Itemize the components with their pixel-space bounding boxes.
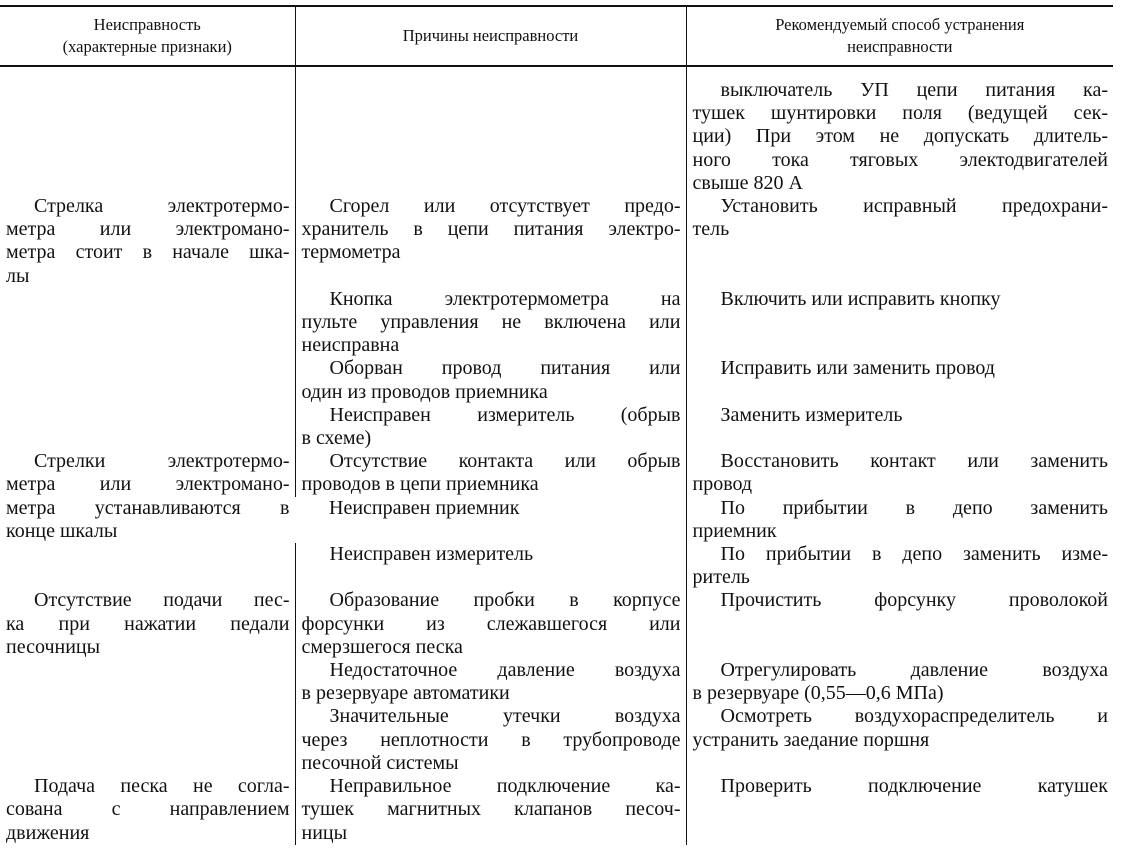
remedy-cell <box>686 404 1113 450</box>
remedy-cell <box>686 497 1113 543</box>
text-line: Неисправен приемник <box>329 496 520 519</box>
text-line: ницы <box>301 821 348 844</box>
table-row <box>0 357 1113 403</box>
cause-cell <box>295 589 686 659</box>
text-line: метра или электромано- <box>6 473 290 496</box>
remedy-cell <box>686 288 1113 358</box>
remedy-cell <box>686 357 1113 403</box>
header-fault-line: Неисправность <box>93 15 201 34</box>
troubleshooting-table <box>0 5 1113 845</box>
text-line: ритель <box>692 566 750 589</box>
text-line: термометра <box>301 241 401 264</box>
text-line: форсунки из слежавшегося или <box>301 612 681 635</box>
fault-cell <box>0 659 295 705</box>
fault-cell <box>0 357 295 403</box>
text-line: движения <box>6 821 90 844</box>
header-causes <box>295 6 686 66</box>
text-line: тушек шунтировки поля (ведущей сек- <box>692 102 1108 125</box>
table-row <box>0 66 1113 195</box>
table-row <box>0 775 1113 845</box>
remedy-cell <box>686 195 1113 288</box>
cause-cell <box>295 775 686 845</box>
table-row <box>0 450 1113 496</box>
fault-cell <box>0 404 295 450</box>
text-line: неисправна <box>301 334 400 357</box>
text-line: Оборван провод питания или <box>329 357 681 380</box>
cause-cell <box>295 288 686 358</box>
text-line: конце шкалы <box>6 519 118 542</box>
remedy-cell <box>686 705 1113 775</box>
table-row <box>0 705 1113 775</box>
cause-cell <box>295 450 686 496</box>
text-line: сована с направлением <box>6 798 290 821</box>
text-line: устранить заедание поршня <box>692 728 930 751</box>
text-line: в резервуаре (0,55—0,6 МПа) <box>692 682 944 705</box>
text-line: Недостаточное давление воздуха <box>329 659 681 682</box>
text-line: пульте управления не включена или <box>301 311 681 334</box>
text-line: провод <box>692 473 753 496</box>
text-line: Исправить или заменить провод <box>720 357 995 380</box>
table-row <box>0 659 1113 705</box>
table-body <box>0 66 1113 845</box>
header-remedy <box>686 6 1113 66</box>
text-line: ка при нажатии педали <box>6 612 290 635</box>
cause-cell <box>295 404 686 450</box>
fault-cell <box>0 288 295 358</box>
text-line: Отрегулировать давление воздуха <box>720 659 1108 682</box>
text-line: Подача песка не согла- <box>34 775 290 798</box>
text-line: Прочистить форсунку проволокой <box>720 589 1108 612</box>
table-row <box>0 195 1113 288</box>
text-line: Образование пробки в корпусе <box>329 589 681 612</box>
cause-cell <box>295 705 686 775</box>
header-fault <box>0 6 295 66</box>
fault-cell <box>0 195 295 288</box>
text-line: Проверить подключение катушек <box>720 775 1108 798</box>
fault-cell <box>0 66 295 195</box>
table-row <box>0 543 1113 589</box>
fault-cell <box>0 589 295 659</box>
remedy-cell <box>686 589 1113 659</box>
text-line: ции) При этом не допускать длитель- <box>692 125 1108 148</box>
text-line: Сгорел или отсутствует предо- <box>329 195 681 218</box>
text-line: Неправильное подключение ка- <box>329 775 681 798</box>
remedy-cell <box>686 66 1113 195</box>
text-line: приемник <box>692 519 777 542</box>
text-line: Восстановить контакт или заменить <box>720 450 1108 473</box>
text-line: тель <box>692 218 730 241</box>
text-line: ного тока тяговых электодвигателей <box>692 148 1108 171</box>
text-line: Отсутствие контакта или обрыв <box>329 450 681 473</box>
text-line: хранитель в цепи питания электро- <box>301 218 681 241</box>
text-line: метра стоит в начале шка- <box>6 241 290 264</box>
fault-cell <box>0 705 295 775</box>
cause-cell <box>295 543 686 589</box>
cause-cell <box>295 659 686 705</box>
cause-cell <box>295 195 686 288</box>
text-line: метра или электромано- <box>6 218 290 241</box>
cause-cell <box>295 66 686 195</box>
text-line: песочной системы <box>301 751 459 774</box>
header-remedy-line: неисправности <box>847 37 953 56</box>
text-line: Стрелка электротермо- <box>34 195 290 218</box>
text-line: Отсутствие подачи пес- <box>34 589 290 612</box>
text-line: в схеме) <box>301 427 372 450</box>
text-line: свыше 820 А <box>692 171 803 194</box>
text-line: Включить или исправить кнопку <box>720 287 1001 310</box>
remedy-cell <box>686 450 1113 496</box>
table-row <box>0 404 1113 450</box>
text-line: через неплотности в трубопроводе <box>301 728 681 751</box>
cause-cell <box>295 357 686 403</box>
text-line: метра устанавливаются в <box>6 496 290 519</box>
fault-cell <box>0 775 295 845</box>
table-row <box>0 288 1113 358</box>
text-line: Неисправен измеритель <box>329 543 534 566</box>
text-line: лы <box>6 264 30 287</box>
text-line: в резервуаре автоматики <box>301 682 510 705</box>
text-line: По прибытии в депо заменить изме- <box>720 543 1108 566</box>
table-header-row <box>0 6 1113 66</box>
remedy-cell <box>686 775 1113 845</box>
text-line: Заменить измеритель <box>720 403 903 426</box>
table-row <box>0 589 1113 659</box>
remedy-cell <box>686 543 1113 589</box>
text-line: Установить исправный предохрани- <box>720 195 1108 218</box>
remedy-cell <box>686 659 1113 705</box>
text-line: Значительные утечки воздуха <box>329 705 681 728</box>
header-remedy-line: Рекомендуемый способ устранения <box>775 15 1025 34</box>
text-line: Стрелки электротермо- <box>34 450 290 473</box>
text-line: песочницы <box>6 635 101 658</box>
text-line: Осмотреть воздухораспределитель и <box>720 705 1108 728</box>
text-line: тушек магнитных клапанов песоч- <box>301 798 681 821</box>
fault-cell <box>0 450 295 543</box>
header-causes-line: Причины неисправности <box>402 26 579 45</box>
text-line: Кнопка электротермометра на <box>329 287 681 310</box>
fault-cell <box>0 543 295 589</box>
text-line: смерзшегося песка <box>301 635 463 658</box>
cause-cell <box>295 497 686 543</box>
text-line: один из проводов приемника <box>301 380 548 403</box>
text-line: По прибытии в депо заменить <box>720 496 1108 519</box>
text-line: выключатель УП цепи питания ка- <box>720 79 1108 101</box>
header-fault-line: (характерные признаки) <box>62 37 232 56</box>
text-line: Неисправен измеритель (обрыв <box>329 403 681 426</box>
text-line: проводов в цепи приемника <box>301 473 539 496</box>
